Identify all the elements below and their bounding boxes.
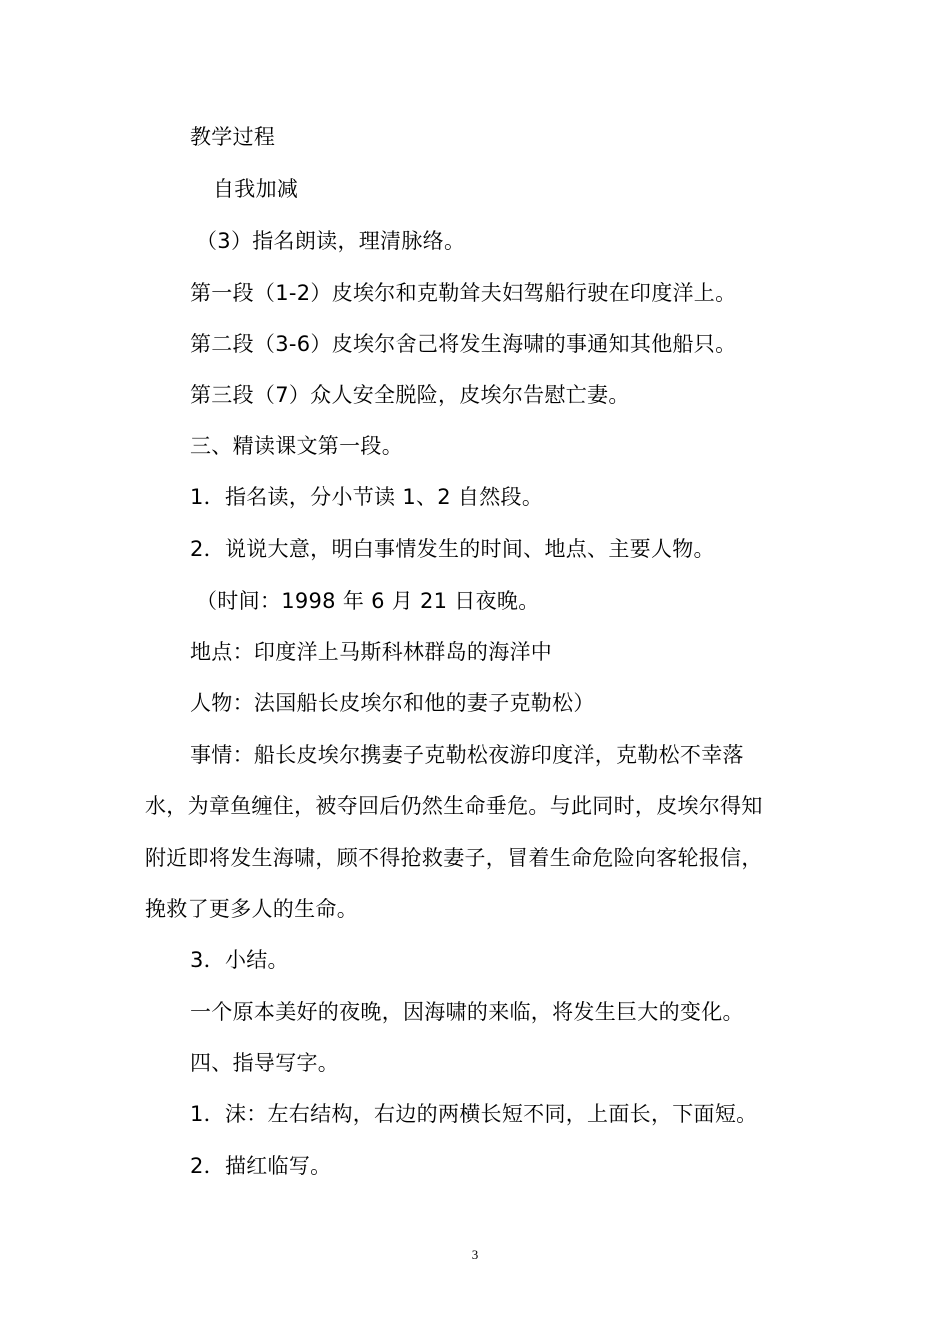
heading-writing-guidance: 四、指导写字。 [190,1051,340,1075]
paragraph-section-three: 第三段（7）众人安全脱险，皮埃尔告慰亡妻。 [190,383,630,407]
conclusion-text: 一个原本美好的夜晚，因海啸的来临，将发生巨大的变化。 [190,1000,744,1024]
page-number: 3 [471,1247,479,1262]
writing-step-one: 1．沫：左右结构，右边的两横长短不同，上面长，下面短。 [190,1102,758,1126]
detail-event-line-1: 事情：船长皮埃尔携妻子克勒松夜游印度洋，克勒松不幸落 [190,743,744,767]
step-read-sections: 1．指名读，分小节读 1、2 自然段。 [190,485,544,509]
detail-event-line-2: 水，为章鱼缠住，被夺回后仍然生命垂危。与此同时，皮埃尔得知 [145,794,763,818]
heading-teaching-process: 教学过程 [190,125,276,149]
detail-event-line-4: 挽救了更多人的生命。 [145,897,358,921]
detail-time: （时间：1998 年 6 月 21 日夜晚。 [196,589,540,613]
paragraph-section-two: 第二段（3-6）皮埃尔舍己将发生海啸的事通知其他船只。 [190,332,737,356]
detail-event-line-3: 附近即将发生海啸，顾不得抢救妻子，冒着生命危险向客轮报信， [145,846,763,870]
step-read-aloud: （3）指名朗读，理清脉络。 [196,229,466,253]
writing-step-two: 2．描红临写。 [190,1154,332,1178]
paragraph-section-one: 第一段（1-2）皮埃尔和克勒耸夫妇驾船行驶在印度洋上。 [190,281,737,305]
detail-people: 人物：法国船长皮埃尔和他的妻子克勒松） [190,691,595,715]
heading-close-reading: 三、精读课文第一段。 [190,434,403,458]
subheading-self-add-subtract: 自我加减 [213,177,299,201]
detail-place: 地点：印度洋上马斯科林群岛的海洋中 [190,640,553,664]
step-summarize: 2．说说大意，明白事情发生的时间、地点、主要人物。 [190,537,715,561]
step-conclusion: 3．小结。 [190,948,289,972]
